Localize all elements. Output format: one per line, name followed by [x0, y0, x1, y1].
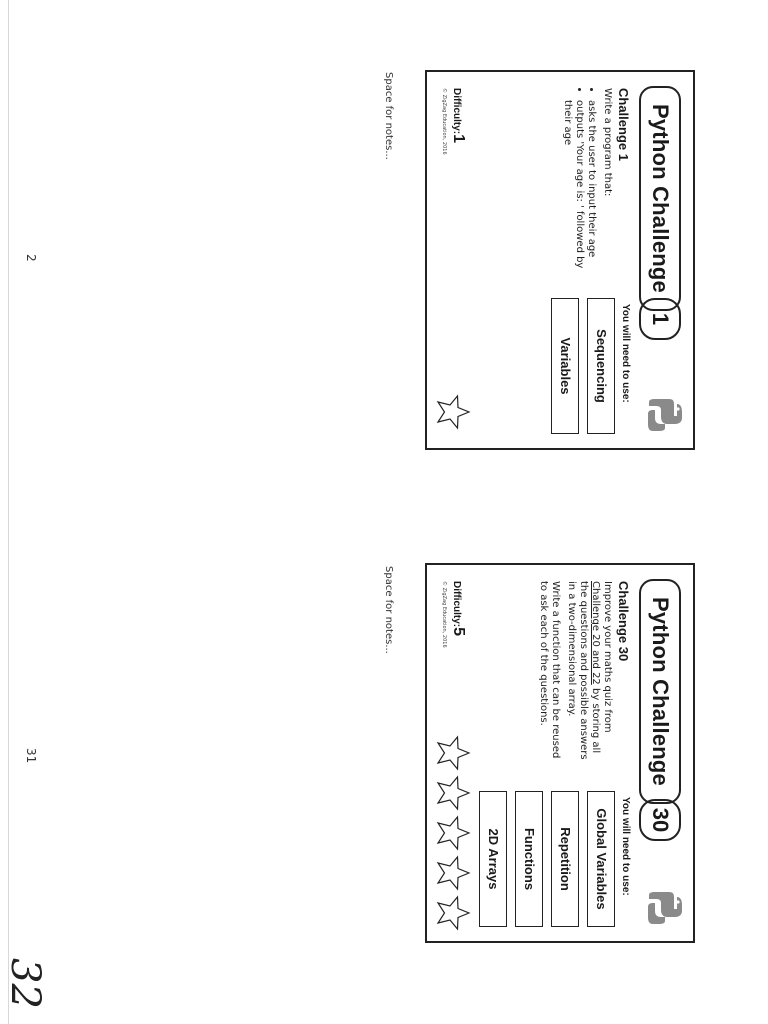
difficulty-stars — [431, 394, 471, 430]
difficulty-stars — [431, 735, 471, 931]
concept-list — [543, 298, 615, 434]
challenge-description — [533, 581, 613, 771]
concept-box: Global Variables — [587, 791, 615, 927]
handwritten-number: 32 — [2, 958, 48, 1009]
difficulty-value: 1 — [450, 134, 467, 144]
page-number: 2 — [24, 254, 38, 262]
difficulty-text: Difficulty: — [451, 88, 462, 135]
need-label: You will need to use: — [620, 304, 631, 403]
description-para-2: Write a function that can be reused to ask each of the questions. — [538, 581, 561, 759]
star-icon — [435, 394, 471, 430]
notes-label: Space for notes... — [383, 566, 394, 654]
challenge-heading: Challenge 30 — [616, 581, 631, 662]
challenge-description — [561, 88, 613, 278]
challenge-heading: Challenge 1 — [616, 88, 631, 161]
difficulty-label — [449, 88, 467, 143]
description-para-1 — [565, 581, 613, 771]
description-bullets — [561, 88, 597, 278]
card-title: Python Challenge — [639, 579, 681, 804]
difficulty-text: Difficulty: — [451, 581, 462, 628]
para-text: by storing all the questions and possible answers in a two-dimensional array. — [566, 581, 601, 760]
copyright: © ZigZag Education, 2016 — [441, 88, 447, 155]
bullet-item: • outputs 'Your age is: ' followed by their age — [561, 100, 585, 278]
challenge-card-1 — [425, 70, 695, 450]
star-icon — [435, 895, 471, 931]
star-icon — [435, 815, 471, 851]
bullet-item: • asks the user to input their age — [585, 100, 597, 278]
difficulty-value: 5 — [450, 627, 467, 637]
challenge-reference: Challenge 20 and 22 — [590, 581, 601, 685]
para-text: Improve your maths quiz from — [602, 581, 613, 733]
notes-label: Space for notes... — [383, 72, 394, 160]
concept-box: Repetition — [551, 791, 579, 927]
challenge-number: 1 — [639, 298, 681, 340]
challenge-card-30 — [425, 563, 695, 943]
concept-box: Sequencing — [587, 298, 615, 434]
challenge-number: 30 — [639, 799, 681, 841]
description-intro: Write a program that: — [602, 88, 613, 197]
concept-box: 2D Arrays — [479, 791, 507, 927]
copyright: © ZigZag Education, 2016 — [441, 581, 447, 648]
concept-box: Functions — [515, 791, 543, 927]
card-title: Python Challenge — [639, 86, 681, 311]
python-logo-icon — [647, 398, 683, 432]
need-label: You will need to use: — [620, 797, 631, 896]
star-icon — [435, 735, 471, 771]
page-edge — [8, 0, 9, 1024]
python-logo-icon — [647, 891, 683, 925]
difficulty-label — [449, 581, 467, 636]
concept-box: Variables — [551, 298, 579, 434]
star-icon — [435, 775, 471, 811]
star-icon — [435, 855, 471, 891]
concept-list — [471, 791, 615, 927]
page-number: 31 — [24, 748, 38, 764]
